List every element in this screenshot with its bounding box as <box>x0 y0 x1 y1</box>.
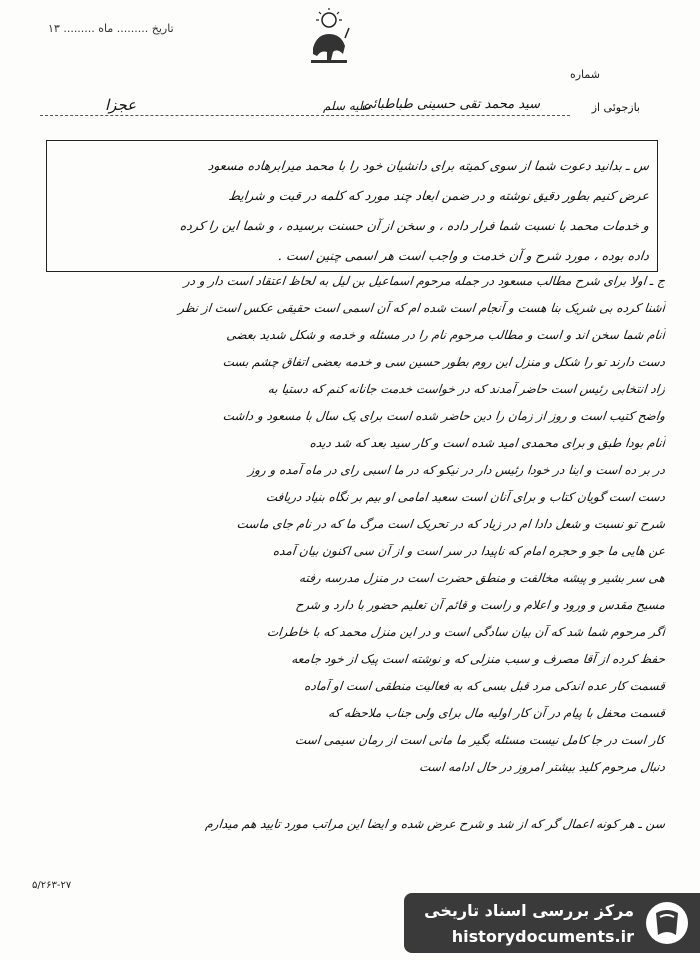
answer-body <box>40 268 665 868</box>
answer-line: دست است گویان کتاب و برای آنان است سعید امامی او بیم بر نگاه بنیاد دریافت <box>265 490 666 504</box>
org-name: مرکز بررسی اسناد تاریخی <box>424 901 634 920</box>
answer-line: قسمت کار عده اندکی مرد قبل بسی که به فعالیت منطقی است او آماده <box>303 679 666 693</box>
top-left-note: عجزا <box>105 96 137 114</box>
answer-line: واضح کتیب است و روز از زمان را دین حاضر شده است برای یک سال با مسعود و داشت <box>222 409 666 423</box>
subject-title: علیه سلم <box>322 99 370 113</box>
number-label: شماره <box>569 68 600 81</box>
answer-line: سن ـ هر کونه اعمال گر که از شد و شرح عرض شده و ایضا این مراتب مورد تایید هم میدارم <box>204 817 666 831</box>
answer-line: مسیح مقدس و ورود و اعلام و راست و قائم آن تعلیم حضور با دارد و شرح <box>294 598 666 612</box>
question-line: عرض کنیم بطور دقیق نوشته و در ضمن ابعاد چند مورد که کلمه در قبت و شرایط <box>227 188 650 203</box>
answer-line: آنام بودا طبق و برای محمدی امید شده است و کار سید بعد که شد دیده <box>309 436 666 450</box>
answer-line: دنبال مرحوم کلید بیشتر امروز در حال ادامه است <box>418 760 666 774</box>
answer-line: اگر مرحوم شما شد که آن بیان سادگی است و در این منزل محمد که با خاطرات <box>266 625 666 639</box>
answer-line: حفظ کرده از آقا مصرف و سبب منزلی که و نوشته است پیک از خود جامعه <box>290 652 666 666</box>
reference-number: ۵/۲۶۳-۲۷ <box>32 880 72 891</box>
answer-line: در بر ده است و اینا در خودا رئیس دار در نیکو که در ما اسبی رای در ماه آمده و روز <box>247 463 666 477</box>
answer-line: دست دارند تو را شکل و منزل این روم بطور حسین سی و خدمه بعضی اتفاق چشم بست <box>222 355 666 369</box>
answer-line: هی سر بشیر و پیشه مخالفت و منطق حضرت است در منزل مدرسه رفته <box>298 571 666 585</box>
archive-logo-banner <box>404 893 700 953</box>
date-field: تاریخ ......... ماه ......... ۱۳ <box>48 22 174 35</box>
answer-line: آنام شما سخن اند و است و مطالب مرحوم نام را در مسئله و خدمه و شکل شدید بعضی <box>225 328 666 342</box>
archive-emblem-icon <box>642 899 692 947</box>
question-line: س ـ بدانید دعوت شما از سوی کمیته برای دانشیان خود را با محمد میرابرهاده مسعود <box>207 158 650 173</box>
from-label: بازجوئی از <box>591 101 640 114</box>
answer-line: زاد انتخابی رئیس است حاضر آمدند که در خواست خدمت جانانه کنم که دستیا به <box>267 382 666 396</box>
site-url: historydocuments.ir <box>451 927 634 946</box>
answer-line: ج ـ اولا برای شرح مطالب مسعود در جمله مرحوم اسماعیل بن لیل به لحاظ اعتقاد است دار و در <box>183 274 666 288</box>
answer-line: شرح تو نسبت و شعل دادا ام در زیاد که در تحریک است مرگ ما که در نام جای ماست <box>236 517 666 531</box>
question-line: داده بوده ، مورد شرح و آن خدمت و واجب است هر اسمی چنین است . <box>277 248 650 263</box>
answer-line: کار است در جا کامل نیست مسئله بگیر ما مانی است از رمان سیمی است <box>294 733 666 747</box>
subject-name: سید محمد تقی حسینی طباطبائی <box>361 97 540 112</box>
question-box <box>46 140 658 272</box>
answer-line: عن هایی ما جو و حجره امام که ناپیدا در سر است و از آن سی اکنون بیان آمده <box>272 544 666 558</box>
answer-line: قسمت محفل با پیام در آن کار اولیه مال برای ولی جناب ملاحظه که <box>327 706 666 720</box>
lion-sun-emblem-icon <box>307 8 351 64</box>
answer-line: آشنا کرده بی شریک بنا هست و آنجام است شده ام که آن اسمی است حقیقی عکس است از نظر <box>177 301 666 315</box>
dotted-rule <box>40 115 570 116</box>
question-line: و خدمات محمد با نسبت شما فرار داده ، و سخن از آن حسنت برسیده ، و شما این را کرده <box>179 218 650 233</box>
